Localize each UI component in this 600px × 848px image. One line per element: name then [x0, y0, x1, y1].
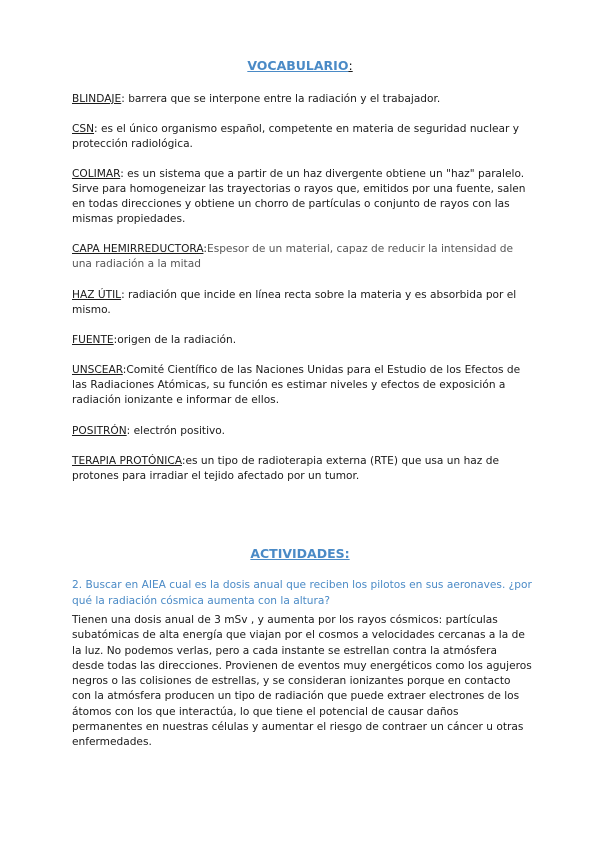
vocab-sep: : [94, 123, 101, 135]
vocab-sep: : [181, 455, 186, 467]
vocab-desc: es un tipo de radioterapia externa (RTE) que usa un haz de protones para irradiar el tejido afectado por un tumor. [72, 455, 499, 482]
vocab-term: FUENTE [72, 334, 114, 346]
activities-title [0, 546, 600, 561]
vocab-sep: : [120, 168, 128, 180]
activities-title-text: ACTIVIDADES: [250, 546, 350, 561]
vocab-entry-blindaje [72, 92, 530, 107]
vocab-term: UNSCEAR [72, 364, 123, 376]
vocab-desc: es un sistema que a partir de un haz divergente obtiene un "haz" paralelo. Sirve para homogeneizar las trayectorias o rayos que, emitidos por una fuente, salen en todas direcciones y obtiene un chorro de partículas o conjunto de rayos con las mismas propiedades. [72, 168, 526, 225]
vocab-term: COLIMAR [72, 168, 121, 180]
vocab-sep: : [121, 93, 129, 105]
vocab-sep: : [121, 289, 129, 301]
vocab-entry-terapia-protonica [72, 454, 530, 484]
vocab-sep: : [203, 243, 207, 255]
vocab-desc: es el único organismo español, competente en materia de seguridad nuclear y protección radiológica. [72, 123, 520, 150]
activity-question: 2. Buscar en AIEA cual es la dosis anual que reciben los pilotos en sus aeronaves. ¿por qué la radiación cósmica aumenta con la altura? [72, 579, 532, 607]
vocab-desc: radiación que incide en línea recta sobre la materia y es absorbida por el mismo. [72, 289, 517, 316]
vocab-entry-fuente [72, 333, 530, 348]
vocab-entry-unscear [72, 363, 530, 408]
activity-answer: Tienen una dosis anual de 3 mSv , y aumenta por los rayos cósmicos: partículas subatómicas de alta energía que viajan por el cosmos a velocidades cercanas a la de la luz. No podemos verlas, pero a cada instante se estrellan contra la atmósfera desde todas las direcciones. Provienen de eventos muy energéticos como los agujeros negros o las colisiones de estrellas, y se consideran ionizantes porque en contacto con la atmósfera producen un tipo de radiación que puede extraer electrones de los átomos con los que interactúa, lo que tiene el potencial de causar daños permanentes en nuestras células y aumentar el riesgo de contraer un cáncer u otras enfermedades. [72, 614, 532, 749]
vocab-term: TERAPIA PROTÓNICA [72, 455, 182, 467]
vocab-term: CAPA HEMIRREDUCTORA [72, 243, 204, 255]
vocabulary-title-text: VOCABULARIO [247, 58, 349, 73]
vocab-sep: : [113, 334, 118, 346]
vocab-sep: : [126, 425, 134, 437]
vocab-term: POSITRÓN [72, 425, 127, 437]
vocab-term: BLINDAJE [72, 93, 122, 105]
vocabulary-title-colon: : [348, 58, 353, 73]
vocab-desc: electrón positivo. [133, 425, 225, 437]
vocab-term: CSN [72, 123, 95, 135]
vocab-entry-capa-hemirreductora [72, 242, 530, 272]
vocab-entry-haz-util [72, 288, 530, 318]
vocab-term: HAZ ÚTIL [72, 289, 122, 301]
vocab-desc: barrera que se interpone entre la radiación y el trabajador. [128, 93, 441, 105]
vocab-desc: origen de la radiación. [117, 334, 237, 346]
vocab-entry-positron [72, 424, 530, 439]
vocab-entry-csn [72, 122, 530, 152]
vocab-desc: Espesor de un material, capaz de reducir la intensidad de una radiación a la mitad [72, 243, 514, 270]
vocabulary-title [0, 58, 600, 73]
vocab-entry-colimar [72, 167, 530, 227]
vocab-sep: : [122, 364, 127, 376]
vocab-desc: Comité Científico de las Naciones Unidas para el Estudio de los Efectos de las Radiaciones Atómicas, su función es estimar niveles y efectos de exposición a radiación ionizante e informar de ellos. [72, 364, 521, 406]
